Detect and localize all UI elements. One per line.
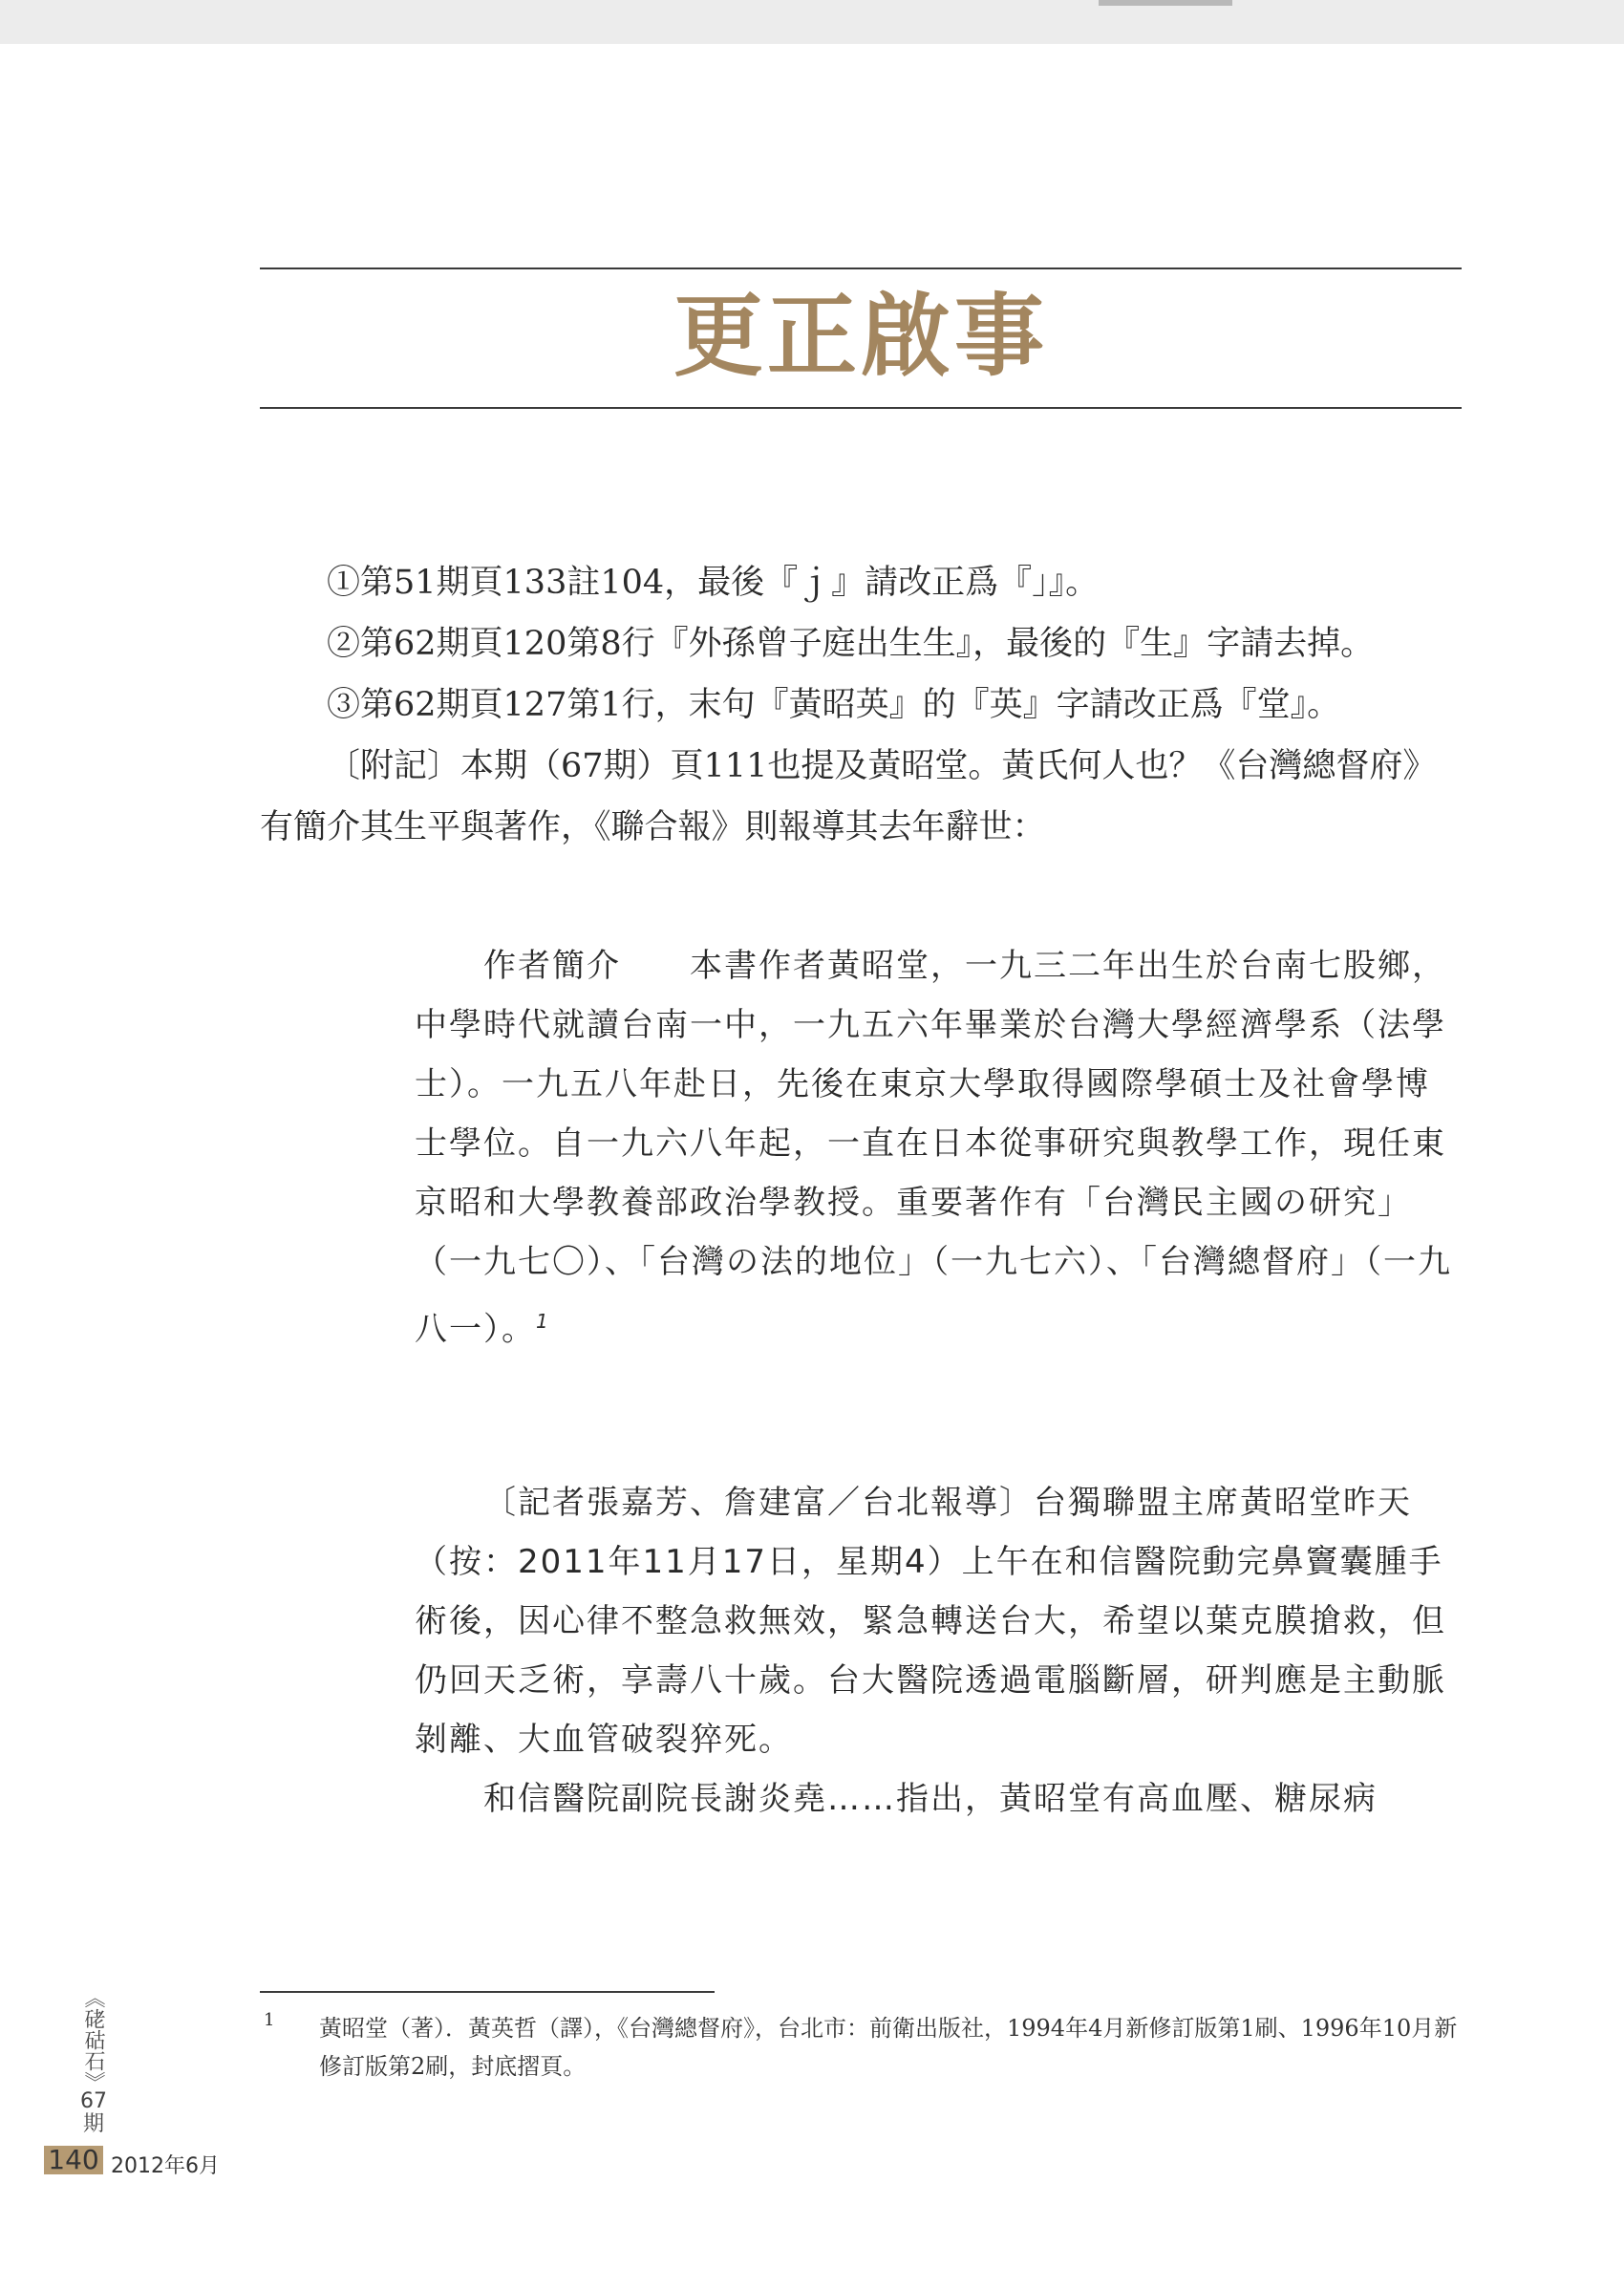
correction-item-3: ③第62期頁127第1行，末句『黃昭英』的『英』字請改正爲『堂』。 bbox=[327, 686, 1341, 724]
title-rule-bottom bbox=[260, 407, 1462, 409]
news-paragraph-2: 和信醫院副院長謝炎堯……指出，黃昭堂有高血壓、糖尿病 bbox=[483, 1780, 1378, 1818]
correction-item-2: ②第62期頁120第8行『外孫曾子庭出生生』，最後的『生』字請去掉。 bbox=[327, 625, 1375, 663]
news-quote bbox=[415, 1473, 1462, 1829]
footnote-number: 1 bbox=[264, 2010, 275, 2030]
footnote-ref[interactable]: 1 bbox=[536, 1310, 550, 1333]
page-number: 140 bbox=[48, 2144, 99, 2175]
correction-item-1: ①第51期頁133註104，最後『ｊ』請改正爲『」』。 bbox=[327, 564, 1100, 602]
author-intro-text: 作者簡介 本書作者黃昭堂，一九三二年出生於台南七股鄉，中學時代就讀台南一中，一九五六年畢業於台灣大學經濟學系（法學士）。一九五八年赴日，先後在東京大學取得國際學碩士及社會學博士學位。自一九六八年起，一直在日本從事研究與教學工作，現任東京昭和大學教養部政治學教授。重要著作有「台灣民主國の研究」（一九七〇）、「台灣の法的地位」（一九七六）、「台灣總督府」（一九八一）。 bbox=[415, 947, 1452, 1349]
issue-number: 67 bbox=[80, 2089, 107, 2113]
issue-suffix: 期 bbox=[82, 2112, 104, 2136]
scan-top-mark bbox=[1099, 0, 1232, 6]
news-paragraph-1: 〔記者張嘉芳、詹建富／台北報導〕台獨聯盟主席黃昭堂昨天（按：2011年11月17日，星期4）上午在和信醫院動完鼻竇囊腫手術後，因心律不整急救無效，緊急轉送台大，希望以葉克膜搶救，但仍回天乏術，享壽八十歲。台大醫院透過電腦斷層，研判應是主動脈剝離、大血管破裂猝死。 bbox=[415, 1484, 1446, 1759]
footnote-text: 黃昭堂（著）．黃英哲（譯），《台灣總督府》，台北市：前衛出版社，1994年4月新修訂版第1刷、1996年10月新修訂版第2刷，封底摺頁。 bbox=[319, 2015, 1458, 2080]
scan-top-band bbox=[0, 0, 1624, 44]
issue-label bbox=[75, 2090, 113, 2136]
title-rule-top bbox=[260, 268, 1462, 269]
issue-date: 2012年6月 bbox=[111, 2154, 220, 2178]
corrections-list bbox=[260, 552, 1462, 858]
page-title: 更正啟事 bbox=[673, 284, 1048, 389]
journal-name: 《硓𥑮石》 bbox=[81, 1987, 105, 2092]
author-intro-quote bbox=[415, 936, 1462, 1359]
appendix-note: 〔附記〕本期（67期）頁111也提及黃昭堂。黃氏何人也？《台灣總督府》有簡介其生平與著作，《聯合報》則報導其去年辭世： bbox=[260, 747, 1437, 846]
author-intro-paragraph bbox=[415, 936, 1462, 1359]
footnote-divider bbox=[260, 1991, 715, 1993]
